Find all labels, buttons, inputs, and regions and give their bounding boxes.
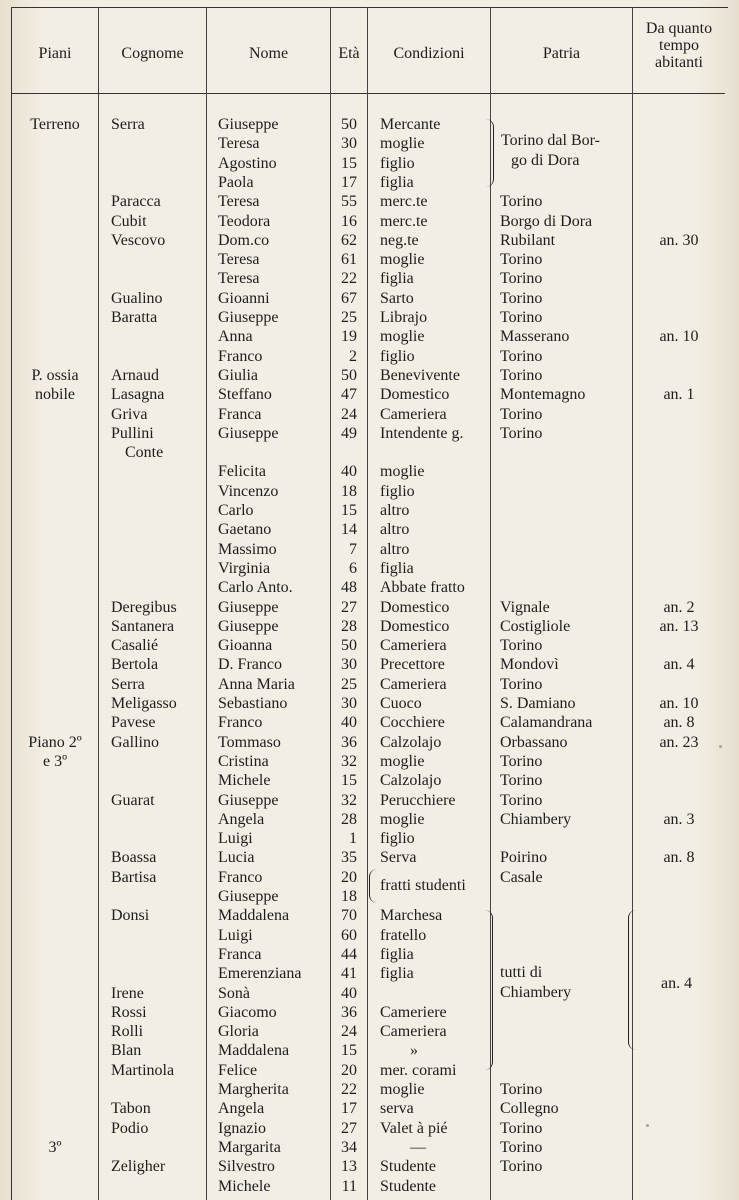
serra-patria-line: go di Dora xyxy=(511,152,580,169)
nome-cell: Franco xyxy=(218,714,263,732)
condizioni-cell: figlio xyxy=(380,830,415,848)
eta-cell: 30 xyxy=(341,695,357,712)
patria-cell: Torino xyxy=(500,791,543,809)
eta-cell: 60 xyxy=(341,926,357,944)
nome-cell: Virginia xyxy=(218,559,271,577)
nome-cell: Teresa xyxy=(218,270,260,288)
condizioni-cell: Calzolajo xyxy=(380,772,442,790)
patria-cell: Torino xyxy=(500,1119,543,1137)
patria-cell: Montemagno xyxy=(500,386,586,404)
eta-cell: 15 xyxy=(341,154,357,172)
cognome-cell: Boassa xyxy=(111,849,157,867)
condizioni-cell: moglie xyxy=(380,752,425,770)
nome-cell: Gaetano xyxy=(218,521,272,539)
nome-cell: Felicita xyxy=(218,463,266,481)
nome-cell: Giuseppe xyxy=(218,309,279,326)
eta-cell: 62 xyxy=(341,231,357,249)
nome-cell: Felice xyxy=(218,1061,258,1079)
tempo-cell: an. 2 xyxy=(663,598,695,616)
nome-cell: Teresa xyxy=(218,251,260,269)
nome-cell: Giulia xyxy=(218,366,258,384)
eta-cell: 15 xyxy=(341,772,357,790)
condizioni-cell: Calzolajo xyxy=(380,733,442,751)
eta-cell: 55 xyxy=(341,193,357,211)
cognome-cell: Rossi xyxy=(111,1003,147,1021)
eta-cell: 27 xyxy=(341,1119,357,1137)
bartisa-cond-group: fratti studenti xyxy=(380,877,466,894)
nome-cell: Franca xyxy=(218,945,262,963)
condizioni-cell: Valet à pié xyxy=(380,1119,448,1137)
patria-cell: Borgo di Dora xyxy=(500,212,593,230)
condizioni-cell: — xyxy=(410,1138,426,1156)
nome-cell: Giuseppe xyxy=(218,116,279,133)
condizioni-cell: Domestico xyxy=(380,598,450,616)
tempo-cell: an. 10 xyxy=(659,328,699,346)
eta-cell: 14 xyxy=(341,521,357,539)
tempo-cell: an. 13 xyxy=(659,617,699,635)
eta-cell: 32 xyxy=(341,752,357,770)
condizioni-cell: moglie xyxy=(380,463,425,481)
condizioni-cell: neg.te xyxy=(380,231,419,249)
condizioni-cell: Cocchiere xyxy=(380,714,445,732)
condizioni-cell: moglie xyxy=(380,135,425,153)
condizioni-cell: altro xyxy=(380,502,410,519)
cognome-cell: Gallino xyxy=(111,733,159,751)
condizioni-cell: moglie xyxy=(380,251,425,269)
piani-cell: P. ossia xyxy=(31,366,79,384)
nome-cell: Silvestro xyxy=(218,1158,275,1176)
condizioni-cell: fratello xyxy=(380,926,427,944)
nome-cell: Emerenziana xyxy=(218,965,302,983)
eta-cell: 30 xyxy=(341,656,357,674)
eta-cell: 50 xyxy=(341,366,357,384)
header-rule xyxy=(99,93,206,94)
condizioni-cell: figlio xyxy=(380,347,415,365)
piani-cell: nobile xyxy=(35,386,75,404)
nome-cell: Dom.co xyxy=(218,231,270,249)
nome-cell: Sebastiano xyxy=(218,695,288,712)
nome-cell: Angela xyxy=(218,1100,265,1118)
eta-cell: 13 xyxy=(341,1158,357,1176)
condizioni-cell: serva xyxy=(380,1100,414,1118)
condizioni-cell: Benevivente xyxy=(380,366,460,384)
eta-cell: 67 xyxy=(341,289,357,307)
patria-cell: Torino xyxy=(500,289,543,307)
cognome-cell: Vescovo xyxy=(111,231,166,249)
eta-cell: 24 xyxy=(341,1023,357,1041)
condizioni-cell: figlia xyxy=(380,270,414,288)
nome-cell: Anna Maria xyxy=(218,675,295,693)
eta-cell: 15 xyxy=(341,502,357,519)
patria-cell: Collegno xyxy=(500,1100,559,1118)
column-divider xyxy=(367,7,368,1200)
patria-cell: Torino xyxy=(500,270,543,288)
nome-cell: Giuseppe xyxy=(218,791,279,809)
nome-cell: Gioanna xyxy=(218,637,273,655)
cognome-cell: Bartisa xyxy=(111,868,157,886)
condizioni-cell: Cameriera xyxy=(380,675,447,693)
nome-cell: Massimo xyxy=(218,540,277,558)
header-tempo-line: tempo xyxy=(659,37,699,54)
eta-cell: 70 xyxy=(341,907,357,925)
condizioni-cell: Studente xyxy=(380,1158,436,1176)
header-rule xyxy=(368,93,490,94)
cognome-cell: Pavese xyxy=(111,714,156,732)
condizioni-cell: altro xyxy=(380,540,410,558)
nome-cell: Michele xyxy=(218,1177,271,1195)
piani-cell: e 3º xyxy=(42,752,68,770)
eta-cell: 19 xyxy=(341,328,357,346)
piani-cell: Terreno xyxy=(30,116,80,133)
header-nome: Nome xyxy=(248,45,289,62)
eta-cell: 18 xyxy=(341,888,357,905)
condizioni-cell: Cuoco xyxy=(380,695,422,712)
nome-cell: Giuseppe xyxy=(218,888,279,905)
nome-cell: Maddalena xyxy=(218,1042,290,1060)
nome-cell: Gloria xyxy=(218,1023,259,1041)
cognome-cell: Cubit xyxy=(111,212,147,230)
condizioni-cell: moglie xyxy=(380,810,425,828)
donsi-patria-line: Chiambery xyxy=(500,983,572,1001)
tempo-cell: an. 8 xyxy=(663,849,695,867)
cognome-cell: Blan xyxy=(111,1042,142,1060)
nome-cell: Teresa xyxy=(218,135,260,153)
nome-cell: Agostino xyxy=(218,154,277,172)
cognome-cell: Gualino xyxy=(111,289,163,307)
patria-cell: Torino xyxy=(500,347,543,365)
patria-cell: Torino xyxy=(500,1158,543,1176)
cognome-cell: Arnaud xyxy=(111,366,159,384)
column-divider xyxy=(206,7,207,1200)
patria-cell: Rubilant xyxy=(500,231,556,249)
nome-cell: Margarita xyxy=(218,1138,281,1156)
condizioni-cell: Cameriera xyxy=(380,1023,447,1041)
cognome-cell: Tabon xyxy=(111,1100,151,1118)
nome-cell: Vincenzo xyxy=(218,482,279,500)
cognome-cell: Zeligher xyxy=(111,1158,166,1176)
patria-cell: Costigliole xyxy=(500,617,571,635)
patria-cell: Torino xyxy=(500,752,543,770)
eta-cell: 15 xyxy=(341,1042,357,1060)
header-patria: Patria xyxy=(542,45,581,62)
cognome-cell: Podio xyxy=(111,1119,149,1137)
table-top-border xyxy=(11,7,728,8)
cognome-cell: Donsi xyxy=(111,907,150,925)
nome-cell: Paola xyxy=(218,173,254,191)
patria-cell: Torino xyxy=(500,637,543,655)
eta-cell: 48 xyxy=(341,579,357,597)
eta-cell: 16 xyxy=(341,212,357,230)
eta-cell: 47 xyxy=(341,386,357,404)
condizioni-cell: merc.te xyxy=(380,212,428,230)
nome-cell: Carlo xyxy=(218,502,254,519)
eta-cell: 1 xyxy=(349,830,357,848)
eta-cell: 25 xyxy=(341,309,357,326)
nome-cell: Giacomo xyxy=(218,1003,277,1021)
tempo-cell: an. 1 xyxy=(663,386,695,404)
condizioni-cell: Intendente g. xyxy=(380,424,464,442)
nome-cell: D. Franco xyxy=(218,656,282,674)
donsi-patria-line: tutti di xyxy=(500,964,543,981)
condizioni-cell: altro xyxy=(380,521,410,539)
eta-cell: 25 xyxy=(341,675,357,693)
cognome-cell: Conte xyxy=(125,444,164,462)
condizioni-cell: figlio xyxy=(380,482,415,500)
condizioni-cell: figlio xyxy=(380,154,415,172)
piani-cell: Piano 2º xyxy=(28,733,82,751)
patria-cell: Torino xyxy=(500,424,543,442)
patria-cell: Torino xyxy=(500,405,543,423)
tempo-cell: an. 3 xyxy=(663,810,695,828)
eta-cell: 35 xyxy=(341,849,357,867)
eta-cell: 20 xyxy=(341,868,357,886)
nome-cell: Steffano xyxy=(218,386,272,404)
eta-cell: 32 xyxy=(341,791,357,809)
speck xyxy=(646,1124,649,1127)
tempo-cell: an. 30 xyxy=(659,231,699,249)
condizioni-cell: Librajo xyxy=(380,309,428,326)
condizioni-cell: figlia xyxy=(380,559,414,577)
patria-cell: Torino xyxy=(500,251,543,269)
eta-cell: 40 xyxy=(341,714,357,732)
header-rule xyxy=(207,93,330,94)
nome-cell: Ignazio xyxy=(218,1119,266,1137)
serra-patria-line: Torino dal Bor- xyxy=(501,132,600,149)
eta-cell: 2 xyxy=(349,347,357,365)
donsi-tempo-brace xyxy=(628,910,637,1050)
patria-cell: Poirino xyxy=(500,849,548,867)
nome-cell: Giuseppe xyxy=(218,598,279,616)
nome-cell: Angela xyxy=(218,810,265,828)
cognome-cell: Paracca xyxy=(111,193,161,211)
patria-cell: Torino xyxy=(500,193,543,211)
condizioni-cell: Perucchiere xyxy=(380,791,456,809)
serra-family-brace xyxy=(485,119,494,187)
patria-cell: Torino xyxy=(500,772,543,790)
nome-cell: Giuseppe xyxy=(218,617,279,635)
cognome-cell: Bertola xyxy=(111,656,159,674)
condizioni-cell: figlia xyxy=(380,173,414,191)
header-tempo-line: abitanti xyxy=(655,54,703,71)
condizioni-cell: Domestico xyxy=(380,617,450,635)
condizioni-cell: Mercante xyxy=(380,116,441,133)
header-cognome: Cognome xyxy=(121,45,184,62)
nome-cell: Michele xyxy=(218,772,271,790)
eta-cell: 17 xyxy=(341,173,357,191)
speck xyxy=(719,745,722,748)
eta-cell: 18 xyxy=(341,482,357,500)
nome-cell: Gioanni xyxy=(218,289,270,307)
eta-cell: 40 xyxy=(341,463,357,481)
nome-cell: Margherita xyxy=(218,1081,289,1098)
piani-cell: 3º xyxy=(48,1138,62,1156)
eta-cell: 30 xyxy=(341,135,357,153)
eta-cell: 24 xyxy=(341,405,357,423)
eta-cell: 28 xyxy=(341,617,357,635)
cognome-cell: Lasagna xyxy=(111,386,165,404)
header-rule xyxy=(491,93,632,94)
cognome-cell: Irene xyxy=(111,984,144,1002)
nome-cell: Giuseppe xyxy=(218,424,279,442)
header-rule xyxy=(11,93,99,94)
nome-cell: Franca xyxy=(218,405,262,423)
nome-cell: Carlo Anto. xyxy=(218,579,293,597)
nome-cell: Teodora xyxy=(218,212,271,230)
eta-cell: 50 xyxy=(341,116,357,133)
condizioni-cell: Abbate fratto xyxy=(380,579,465,597)
eta-cell: 22 xyxy=(341,1081,357,1098)
cognome-cell: Deregibus xyxy=(111,598,177,616)
patria-cell: Chiambery xyxy=(500,810,572,828)
tempo-cell: an. 8 xyxy=(663,714,695,732)
condizioni-cell: moglie xyxy=(380,328,425,346)
cognome-cell: Rolli xyxy=(111,1023,144,1041)
eta-cell: 49 xyxy=(341,424,357,442)
nome-cell: Luigi xyxy=(218,926,253,944)
eta-cell: 28 xyxy=(341,810,357,828)
donsi-patria-group xyxy=(500,963,571,1002)
eta-cell: 40 xyxy=(341,984,357,1002)
nome-cell: Sonà xyxy=(218,984,250,1002)
condizioni-cell: moglie xyxy=(380,1081,425,1098)
eta-cell: 36 xyxy=(341,1003,357,1021)
patria-cell: Masserano xyxy=(500,328,570,346)
eta-cell: 36 xyxy=(341,733,357,751)
nome-cell: Lucia xyxy=(218,849,255,867)
donsi-tempo-group: an. 4 xyxy=(661,975,693,992)
cognome-cell: Baratta xyxy=(111,309,158,326)
nome-cell: Cristina xyxy=(218,752,269,770)
condizioni-cell: Sarto xyxy=(380,289,414,307)
cognome-cell: Santanera xyxy=(111,617,175,635)
patria-cell: Torino xyxy=(500,675,543,693)
cognome-cell: Guarat xyxy=(111,791,155,809)
condizioni-cell: Domestico xyxy=(380,386,450,404)
bartisa-brace xyxy=(369,869,378,903)
column-divider xyxy=(98,7,99,1200)
condizioni-cell: Studente xyxy=(380,1177,436,1195)
eta-cell: 41 xyxy=(341,965,357,983)
serra-patria-group xyxy=(501,131,600,171)
header-rule xyxy=(331,93,367,94)
eta-cell: 61 xyxy=(341,251,357,269)
cognome-cell: Martinola xyxy=(111,1061,175,1079)
nome-cell: Maddalena xyxy=(218,907,290,925)
nome-cell: Anna xyxy=(218,328,253,346)
nome-cell: Franco xyxy=(218,868,263,886)
condizioni-cell: Precettore xyxy=(380,656,445,674)
condizioni-cell: Cameriere xyxy=(380,1003,447,1021)
eta-cell: 27 xyxy=(341,598,357,616)
nome-cell: Teresa xyxy=(218,193,260,211)
header-tempo-line: Da quanto xyxy=(645,20,713,37)
condizioni-cell: mer. corami xyxy=(380,1061,457,1079)
patria-cell: Torino xyxy=(500,366,543,384)
eta-cell: 6 xyxy=(349,559,357,577)
nome-cell: Tommaso xyxy=(218,733,281,751)
patria-cell: Torino xyxy=(500,309,543,326)
eta-cell: 22 xyxy=(341,270,357,288)
tempo-cell: an. 4 xyxy=(663,656,695,674)
patria-cell: S. Damiano xyxy=(500,695,576,712)
patria-cell: Orbassano xyxy=(500,733,568,751)
eta-cell: 20 xyxy=(341,1061,357,1079)
patria-cell: Calamandrana xyxy=(500,714,593,732)
header-condizioni: Condizioni xyxy=(393,45,465,62)
condizioni-cell: merc.te xyxy=(380,193,428,211)
cognome-cell: Casalié xyxy=(111,637,159,655)
nome-cell: Luigi xyxy=(218,830,253,848)
patria-cell: Torino xyxy=(500,1081,543,1098)
condizioni-cell: Cameriera xyxy=(380,637,447,655)
condizioni-cell: Marchesa xyxy=(380,907,443,925)
cognome-cell: Serra xyxy=(111,116,145,133)
patria-cell: Mondovì xyxy=(500,656,559,674)
eta-cell: 50 xyxy=(341,637,357,655)
eta-cell: 7 xyxy=(349,540,357,558)
patria-cell: Torino xyxy=(500,1138,543,1156)
condizioni-cell: Serva xyxy=(380,849,417,867)
eta-cell: 11 xyxy=(341,1177,357,1195)
nome-cell: Franco xyxy=(218,347,263,365)
patria-cell: Vignale xyxy=(500,598,550,616)
tempo-cell: an. 10 xyxy=(659,695,699,712)
donsi-patria-brace xyxy=(484,910,493,1070)
header-rule xyxy=(633,93,725,94)
eta-cell: 34 xyxy=(341,1138,357,1156)
cognome-cell: Griva xyxy=(111,405,148,423)
eta-cell: 17 xyxy=(341,1100,357,1118)
tempo-cell: an. 23 xyxy=(659,733,699,751)
condizioni-cell: Cameriera xyxy=(380,405,447,423)
cognome-cell: Pullini xyxy=(111,424,154,442)
condizioni-cell: figlia xyxy=(380,945,414,963)
header-tempo xyxy=(633,20,725,71)
cognome-cell: Serra xyxy=(111,675,145,693)
condizioni-cell: figlia xyxy=(380,965,414,983)
patria-cell: Casale xyxy=(500,868,543,886)
cognome-cell: Meligasso xyxy=(111,695,177,712)
condizioni-cell: » xyxy=(410,1042,418,1060)
eta-cell: 44 xyxy=(341,945,357,963)
header-piani: Piani xyxy=(38,45,72,62)
table-left-border xyxy=(11,7,12,1200)
header-eta: Età xyxy=(338,45,360,62)
